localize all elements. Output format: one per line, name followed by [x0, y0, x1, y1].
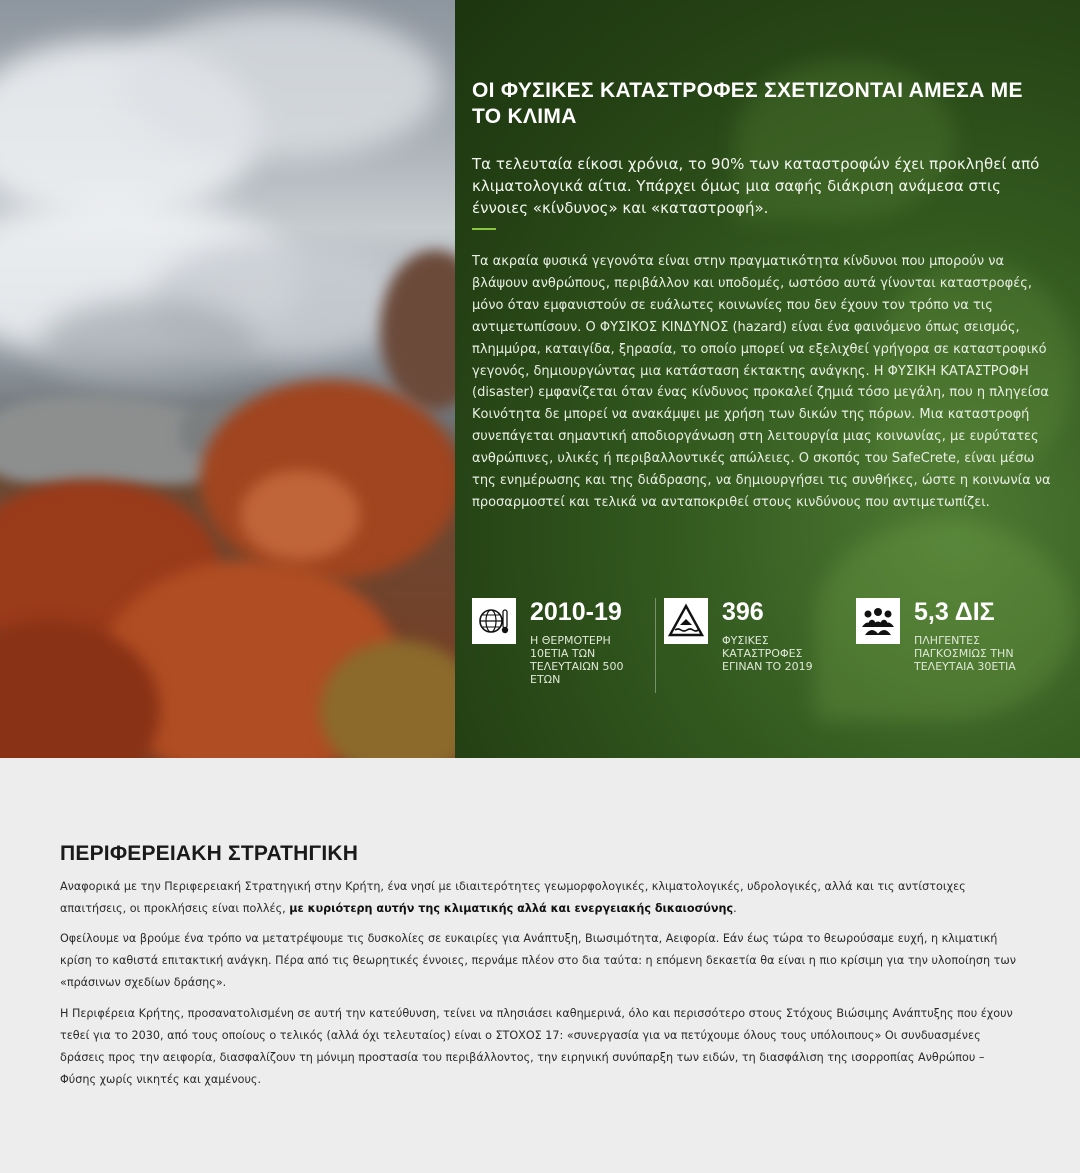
stat-label: Η ΘΕΡΜΟΤΕΡΗ 10ΕΤΙΑ ΤΩΝ ΤΕΛΕΥΤΑΙΩΝ 500 ΕΤΩΝ — [530, 634, 624, 686]
paragraph-end: . — [733, 902, 737, 915]
flood-warning-icon — [664, 598, 708, 644]
stat-value: 5,3 ΔΙΣ — [914, 598, 995, 626]
paragraph-emphasis: με κυριότερη αυτήν της κλιματικής αλλά και ενεργειακής δικαιοσύνης — [289, 902, 734, 915]
stat-value: 2010-19 — [530, 598, 622, 626]
stat-disasters-2019 — [664, 598, 848, 693]
strategy-paragraph-1 — [60, 876, 1022, 920]
stat-affected-people — [856, 598, 1040, 693]
strategy-section — [0, 758, 1080, 1173]
info-panel — [455, 0, 1080, 758]
strategy-paragraph-2: Οφείλουμε να βρούμε ένα τρόπο να μετατρέψουμε τις δυσκολίες σε ευκαιρίες για Ανάπτυξη, Βιωσιμότητα, Αειφορία. Εάν έως τώρα το θεωρούσαμε ευχή, η κλιματική κρίση το καθιστά επιτακτική ανάγκη. Πέρα από τις θεωρητικές έννοιες, περνάμε πλέον στο δια ταύτα: η επόμενη δεκαετία θα είναι η πιο κρίσιμη για την υλοποίηση των «πράσινων σχεδίων δράσης». — [60, 932, 1016, 989]
globe-thermometer-icon — [472, 598, 516, 644]
paragraph-text: Αναφορικά με την Περιφερειακή Στρατηγική στην Κρήτη, ένα νησί με ιδιαιτερότητες γεωμορφολογικές, κλιματολογικές, υδρολογικές, αλλά και τις αντίστοιχες απαιτήσεις, οι προκλήσεις είναι πολλές, — [60, 880, 966, 915]
stat-label: ΠΛΗΓΕΝΤΕΣ ΠΑΓΚΟΣΜΙΩΣ ΤΗΝ ΤΕΛΕΥΤΑΙΑ 30ΕΤΙΑ — [914, 634, 1016, 673]
stat-value: 396 — [722, 598, 764, 626]
people-group-icon — [856, 598, 900, 644]
section-title: ΠΕΡΙΦΕΡΕΙΑΚΗ ΣΤΡΑΤΗΓΙΚΗ — [60, 842, 359, 865]
strategy-paragraph-3: Η Περιφέρεια Κρήτης, προσανατολισμένη σε αυτή την κατεύθυνση, τείνει να πλησιάσει καθημερινά, όλο και περισσότερο στους Στόχους Βιώσιμης Ανάπτυξης που έχουν τεθεί για το 2030, από τους οποίους ο τελικός (αλλά όχι τελευταίος) είναι ο ΣΤΟΧΟΣ 17: «συνεργασία για να πετύχουμε όλους τους υπόλοιπους» Οι συνδυασμένες δράσεις προς την αειφορία, διασφαλίζουν τη μόνιμη προστασία του περιβάλλοντος, την ειρηνική συνύπαρξη των ειδών, τη διασφάλιση της ισορροπίας Ανθρώπου – Φύσης χωρίς νικητές και χαμένους. — [60, 1007, 1013, 1086]
stats-row — [472, 598, 1062, 693]
hero-body: Τα ακραία φυσικά γεγονότα είναι στην πραγματικότητα κίνδυνοι που μπορούν να βλάψουν ανθρώπους, περιβάλλον και υποδομές, ωστόσο αυτά γίνονται καταστροφές, μόνο όταν εμφανιστούν σε ευάλωτες κοινωνίες που δεν έχουν τον τρόπο να τις αντιμετωπίσουν. Ο ΦΥΣΙΚΟΣ ΚΙΝΔΥΝΟΣ (hazard) είναι ένα φαινόμενο όπως σεισμός, πλημμύρα, καταιγίδα, ξηρασία, το οποίο μπορεί να εξελιχθεί γρήγορα σε καταστροφικό γεγονός, δημιουργώντας μια κατάσταση έκτακτης ανάγκης. Η ΦΥΣΙΚΗ ΚΑΤΑΣΤΡΟΦΗ (disaster) εμφανίζεται όταν ένας κίνδυνος προκαλεί ζημιά τόσο μεγάλη, που η πληγείσα Κοινότητα δε μπορεί να ανακάμψει με χρήση των δικών της πόρων. Μια καταστροφή συνεπάγεται σημαντική αποδιοργάνωση στη λειτουργία μιας κοινωνίας, με ευρύτατες ανθρώπινες, υλικές ή περιβαλλοντικές απώλειες. Ο σκοπός του SafeCrete, είναι μέσω της ενημέρωσης και της διάδρασης, να δημιουργήσει τις συνθήκες, ώστε η κοινωνία να προσαρμοστεί και τελικά να ανταποκριθεί στους κινδύνους που αντιμετωπίζει. — [472, 254, 1051, 510]
accent-divider — [472, 228, 496, 230]
stat-hottest-decade — [472, 598, 656, 693]
hero-lead: Τα τελευταία είκοσι χρόνια, το 90% των καταστροφών έχει προκληθεί από κλιματολογικά αίτια. Υπάρχει όμως μια σαφής διάκριση ανάμεσα στις έννοιες «κίνδυνος» και «καταστροφή». — [472, 155, 1040, 217]
landscape-photo — [0, 0, 455, 758]
hero-title: ΟΙ ΦΥΣΙΚΕΣ ΚΑΤΑΣΤΡΟΦΕΣ ΣΧΕΤΙΖΟΝΤΑΙ ΑΜΕΣΑ ΜΕ ΤΟ ΚΛΙΜΑ — [472, 79, 1023, 128]
stat-label: ΦΥΣΙΚΕΣ ΚΑΤΑΣΤΡΟΦΕΣ ΕΓΙΝΑΝ ΤΟ 2019 — [722, 634, 813, 673]
